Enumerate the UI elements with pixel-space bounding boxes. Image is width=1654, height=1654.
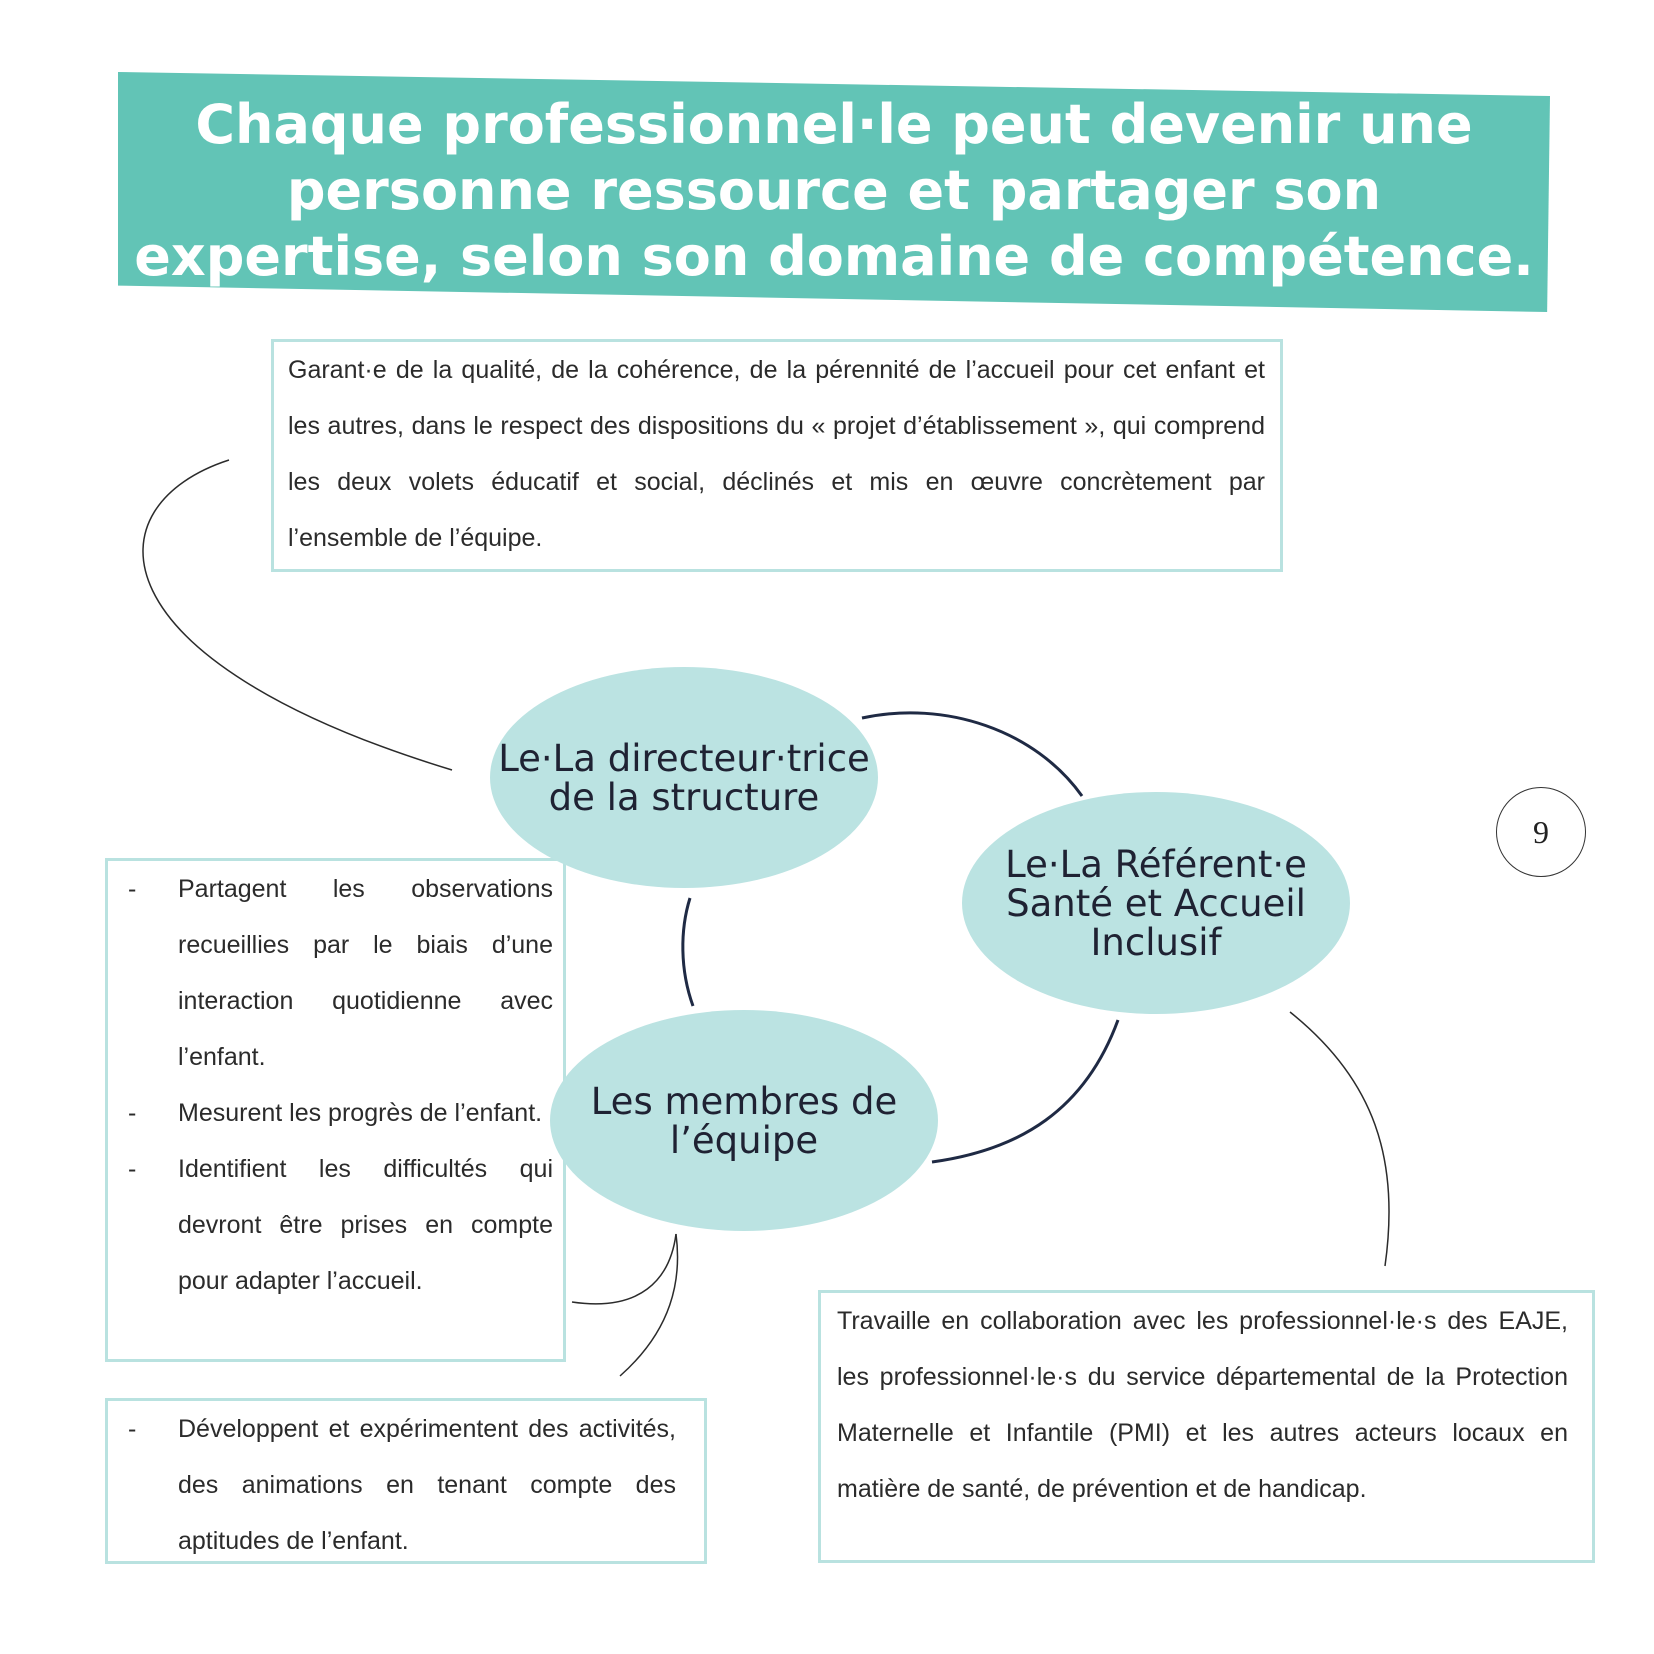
node-director-label: Le·La directeur·trice de la structure — [498, 736, 870, 819]
team-description-box — [105, 858, 566, 1362]
node-director — [490, 667, 878, 888]
node-referent — [962, 792, 1350, 1014]
referent-description: Travaille en collaboration avec les professionnel·le·s des EAJE, les professionnel·le·s du service départemental de la Protection Maternelle et Infantile (PMI) et les autres acteurs locaux en matière de santé, de prévention et de handicap. — [837, 1307, 1568, 1503]
list-item: - Mesurent les progrès de l’enfant. — [118, 1085, 553, 1141]
team-tasks-list — [118, 861, 553, 1309]
director-description: Garant·e de la qualité, de la cohérence, de la pérennité de l’accueil pour cet enfant et les autres, dans le respect des dispositions du « projet d’établissement », qui comprend les deux volets éducatif et social, déclinés et mis en œuvre concrètement par l’ensemble de l’équipe. — [288, 356, 1265, 552]
node-team-label: Les membres de l’équipe — [590, 1079, 898, 1162]
callout-line-team-activities — [620, 1234, 678, 1376]
list-item: - Développent et expérimentent des activités, des animations en tenant compte des aptitudes de l’enfant. — [118, 1401, 676, 1569]
node-referent-label: Le·La Référent·e Santé et Accueil Inclusif — [1005, 842, 1307, 964]
cycle-arc-director-referent — [862, 713, 1082, 796]
page-number: 9 — [1533, 813, 1549, 850]
referent-description-box — [818, 1290, 1595, 1563]
list-item: - Partagent les observations recueillies par le biais d’une interaction quotidienne avec l’enfant. — [118, 861, 553, 1085]
page-title: Chaque professionnel·le peut devenir une personne ressource et partager son expertise, selon son domaine de compétence. — [134, 93, 1534, 288]
page-number-badge — [1496, 787, 1586, 877]
director-description-box — [271, 339, 1283, 572]
callout-line-team-list — [572, 1234, 676, 1304]
activities-list — [118, 1401, 676, 1569]
list-item: - Identifient les difficultés qui devront être prises en compte pour adapter l’accueil. — [118, 1141, 553, 1309]
team-activities-box — [105, 1398, 707, 1564]
cycle-arc-referent-team — [932, 1020, 1118, 1162]
callout-line-referent — [1290, 1012, 1389, 1266]
node-team — [550, 1010, 938, 1231]
cycle-arc-team-director — [683, 898, 693, 1006]
